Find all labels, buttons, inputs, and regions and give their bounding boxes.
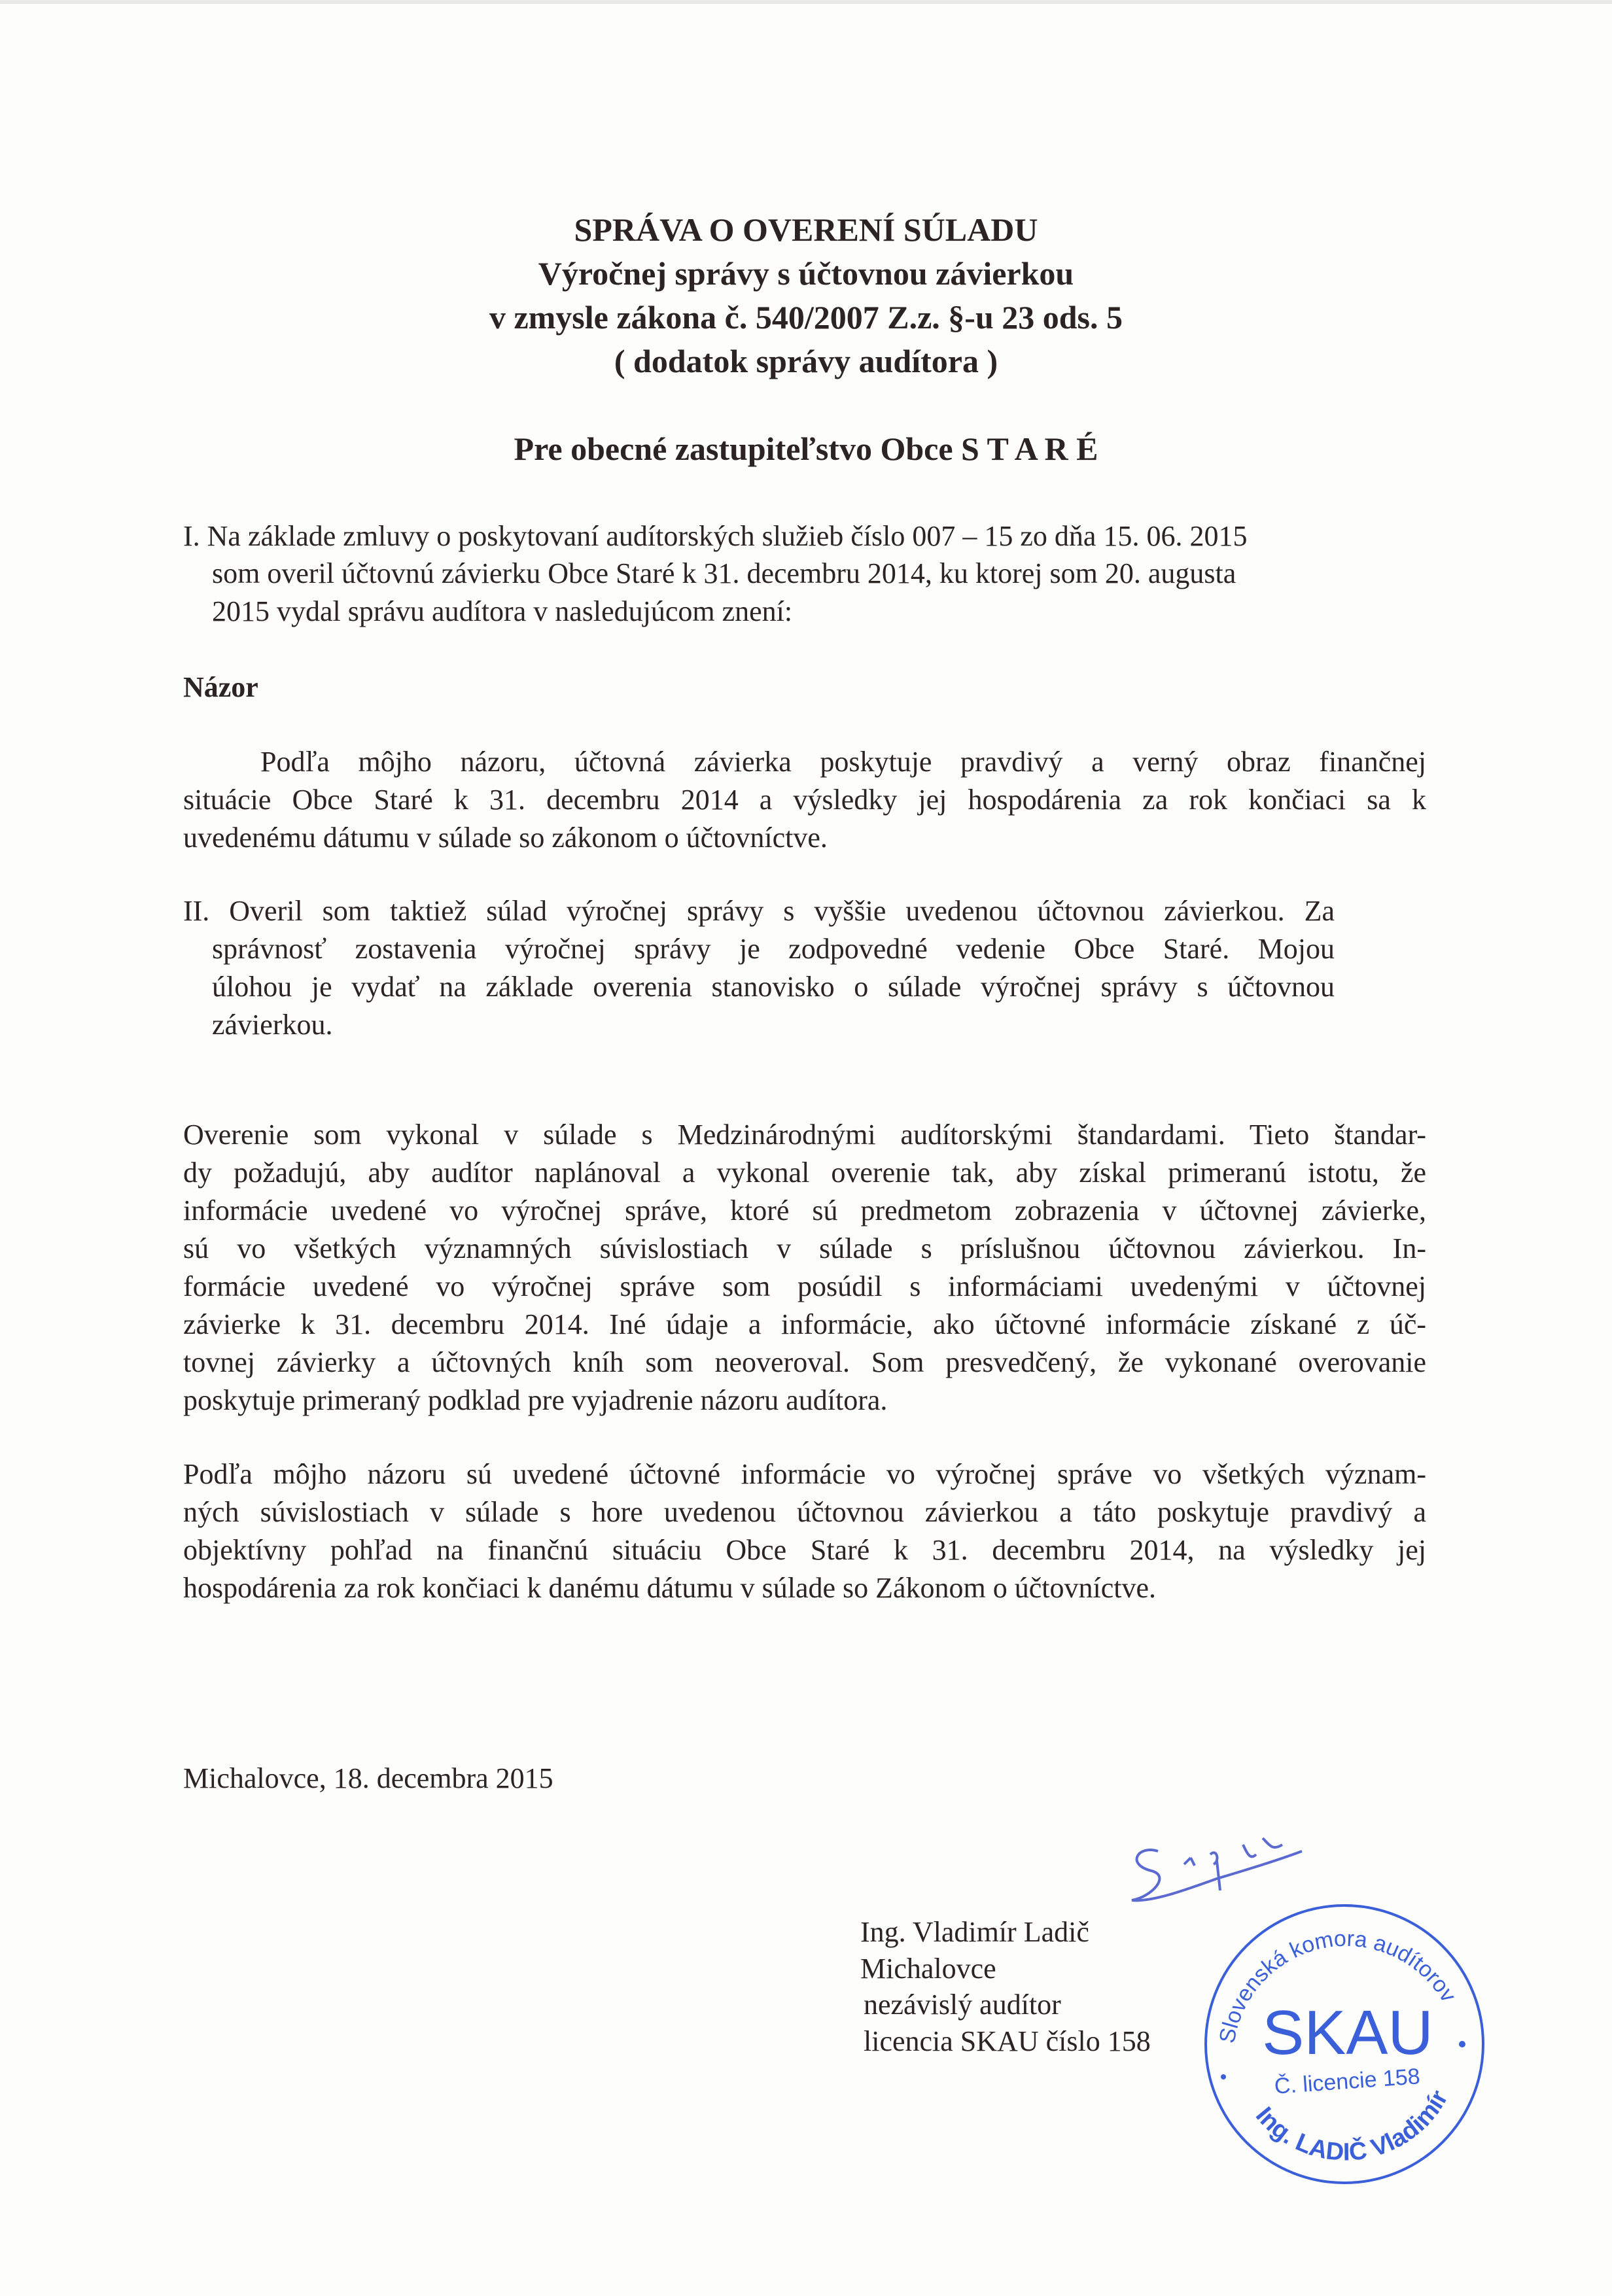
section-2-line: správnosť zostavenia výročnej správy je zodpovedné vedenie Obce Staré. Mojou: [212, 933, 1335, 965]
procedure-line: tovnej závierky a účtovných kníh som neoveroval. Som presvedčený, že vykonané overovanie: [183, 1346, 1426, 1378]
signatory-line: Michalovce: [860, 1953, 996, 1985]
stamp-top-text: Slovenská komora audítorov: [1214, 1926, 1462, 2045]
conclusion-line: hospodárenia za rok končiaci k danému dátumu v súlade so Zákonom o účtovníctve.: [183, 1572, 1157, 1604]
opinion-line: uvedenému dátumu v súlade so zákonom o účtovníctve.: [183, 822, 828, 854]
section-1-line: som overil účtovnú závierku Obce Staré k 31. decembru 2014, ku ktorej som 20. augusta: [212, 557, 1236, 589]
report-addendum-note: ( dodatok správy audítora ): [614, 343, 998, 379]
procedure-line: sú vo všetkých významných súvislostiach v súlade s príslušnou účtovnou závierkou. In-: [183, 1232, 1426, 1264]
report-addressee: Pre obecné zastupiteľstvo Obce S T A R É: [514, 430, 1098, 467]
signatory-line: licencia SKAU číslo 158: [864, 2025, 1151, 2057]
procedure-line: dy požadujú, aby audítor naplánoval a vykonal overenie tak, aby získal primeranú istotu, že: [183, 1157, 1426, 1189]
conclusion-line: ných súvislostiach v súlade s hore uvedenou účtovnou závierkou a táto poskytuje pravdivý a: [183, 1496, 1426, 1528]
stamp-license-text: Č. licencie 158: [1273, 2064, 1421, 2099]
opinion-heading: Názor: [183, 671, 258, 703]
signatory-line: Ing. Vladimír Ladič: [860, 1916, 1089, 1948]
opinion-line: Podľa môjho názoru, účtovná závierka poskytuje pravdivý a verný obraz finančnej: [260, 746, 1426, 778]
place-date: Michalovce, 18. decembra 2015: [183, 1762, 553, 1794]
signatory-line: nezávislý audítor: [864, 1989, 1061, 2021]
section-2-line: II. Overil som taktiež súlad výročnej správy s vyššie uvedenou účtovnou závierkou. Za: [183, 895, 1335, 927]
report-law-reference: v zmysle zákona č. 540/2007 Z.z. §-u 23 ods. 5: [489, 299, 1123, 336]
report-subtitle: Výročnej správy s účtovnou závierkou: [538, 255, 1074, 292]
section-1-line: I. Na základe zmluvy o poskytovaní audítorských služieb číslo 007 – 15 zo dňa 15. 06. 2015: [183, 520, 1248, 552]
procedure-line: formácie uvedené vo výročnej správe som posúdil s informáciami uvedenými v účtovnej: [183, 1270, 1426, 1302]
auditor-stamp: [1194, 1894, 1495, 2195]
conclusion-line: Podľa môjho názoru sú uvedené účtovné informácie vo výročnej správe vo všetkých význam-: [183, 1458, 1426, 1490]
section-1-line: 2015 vydal správu audítora v nasledujúcom znení:: [212, 595, 793, 627]
report-title: SPRÁVA O OVERENÍ SÚLADU: [574, 211, 1038, 248]
procedure-line: závierke k 31. decembru 2014. Iné údaje a informácie, ako účtovné informácie získané z úč-: [183, 1308, 1426, 1340]
stamp-bottom-text: Ing. LADIČ Vladimír: [1250, 2085, 1454, 2166]
procedure-line: poskytuje primeraný podklad pre vyjadrenie názoru audítora.: [183, 1384, 888, 1416]
section-2-line: závierkou.: [212, 1009, 333, 1041]
procedure-line: informácie uvedené vo výročnej správe, ktoré sú predmetom zobrazenia v účtovnej závierke,: [183, 1194, 1426, 1226]
procedure-line: Overenie som vykonal v súlade s Medzinárodnými audítorskými štandardami. Tieto štandar-: [183, 1119, 1426, 1151]
opinion-line: situácie Obce Staré k 31. decembru 2014 a výsledky jej hospodárenia za rok končiaci sa k: [183, 784, 1426, 816]
page-top-edge: [0, 0, 1612, 4]
section-2-line: úlohou je vydať na základe overenia stanovisko o súlade výročnej správy s účtovnou: [212, 971, 1335, 1003]
conclusion-line: objektívny pohľad na finančnú situáciu Obce Staré k 31. decembru 2014, na výsledky jej: [183, 1534, 1426, 1566]
stamp-center-text: SKAU: [1262, 1998, 1433, 2068]
